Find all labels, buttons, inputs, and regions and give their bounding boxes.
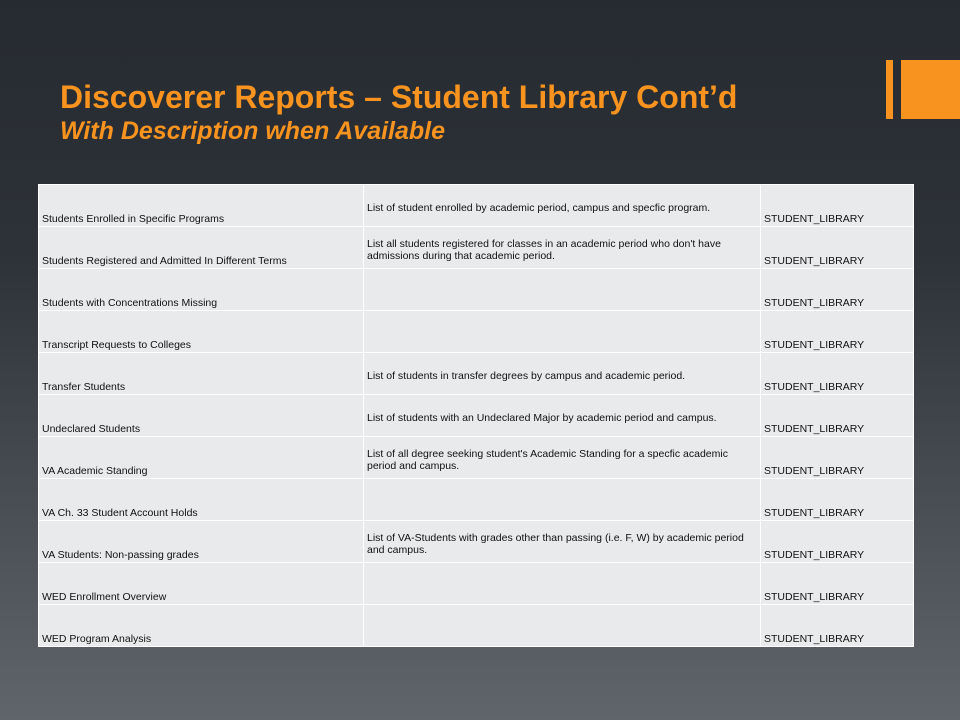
- table-row: [39, 353, 914, 395]
- report-library-cell: STUDENT_LIBRARY: [761, 605, 914, 647]
- table-row: [39, 521, 914, 563]
- table-row: [39, 563, 914, 605]
- report-library-cell: STUDENT_LIBRARY: [761, 563, 914, 605]
- report-description-cell: [364, 311, 761, 353]
- report-name-cell: Transcript Requests to Colleges: [39, 311, 364, 353]
- table-row: [39, 479, 914, 521]
- report-library-cell: STUDENT_LIBRARY: [761, 185, 914, 227]
- table-row: [39, 437, 914, 479]
- title-block: [60, 78, 860, 146]
- report-name-cell: Transfer Students: [39, 353, 364, 395]
- report-name-cell: VA Ch. 33 Student Account Holds: [39, 479, 364, 521]
- report-description-cell: [364, 479, 761, 521]
- report-name-cell: VA Students: Non-passing grades: [39, 521, 364, 563]
- title-accent-bar-thick: [901, 60, 960, 119]
- report-name-cell: Students with Concentrations Missing: [39, 269, 364, 311]
- reports-table: [38, 184, 914, 647]
- report-library-cell: STUDENT_LIBRARY: [761, 395, 914, 437]
- report-library-cell: STUDENT_LIBRARY: [761, 311, 914, 353]
- report-name-cell: Students Enrolled in Specific Programs: [39, 185, 364, 227]
- report-library-cell: STUDENT_LIBRARY: [761, 437, 914, 479]
- report-name-cell: Students Registered and Admitted In Different Terms: [39, 227, 364, 269]
- report-description-cell: List of all degree seeking student's Academic Standing for a specfic academic period and campus.: [364, 437, 761, 479]
- table-row: [39, 185, 914, 227]
- report-description-cell: List of students in transfer degrees by campus and academic period.: [364, 353, 761, 395]
- report-library-cell: STUDENT_LIBRARY: [761, 521, 914, 563]
- report-library-cell: STUDENT_LIBRARY: [761, 227, 914, 269]
- report-library-cell: STUDENT_LIBRARY: [761, 479, 914, 521]
- slide-title: Discoverer Reports – Student Library Cont’d: [60, 79, 738, 115]
- table-row: [39, 269, 914, 311]
- report-description-cell: List of students with an Undeclared Major by academic period and campus.: [364, 395, 761, 437]
- report-description-cell: List all students registered for classes in an academic period who don't have admissions during that academic period.: [364, 227, 761, 269]
- report-description-cell: List of VA-Students with grades other than passing (i.e. F, W) by academic period and campus.: [364, 521, 761, 563]
- table-row: [39, 311, 914, 353]
- report-description-cell: [364, 605, 761, 647]
- title-accent-bar-thin: [886, 60, 893, 119]
- report-description-cell: List of student enrolled by academic period, campus and specfic program.: [364, 185, 761, 227]
- slide-subtitle: With Description when Available: [60, 117, 446, 145]
- table-row: [39, 227, 914, 269]
- table-row: [39, 605, 914, 647]
- report-name-cell: WED Enrollment Overview: [39, 563, 364, 605]
- table-row: [39, 395, 914, 437]
- report-name-cell: VA Academic Standing: [39, 437, 364, 479]
- report-name-cell: Undeclared Students: [39, 395, 364, 437]
- report-library-cell: STUDENT_LIBRARY: [761, 353, 914, 395]
- report-description-cell: [364, 269, 761, 311]
- report-description-cell: [364, 563, 761, 605]
- report-library-cell: STUDENT_LIBRARY: [761, 269, 914, 311]
- report-name-cell: WED Program Analysis: [39, 605, 364, 647]
